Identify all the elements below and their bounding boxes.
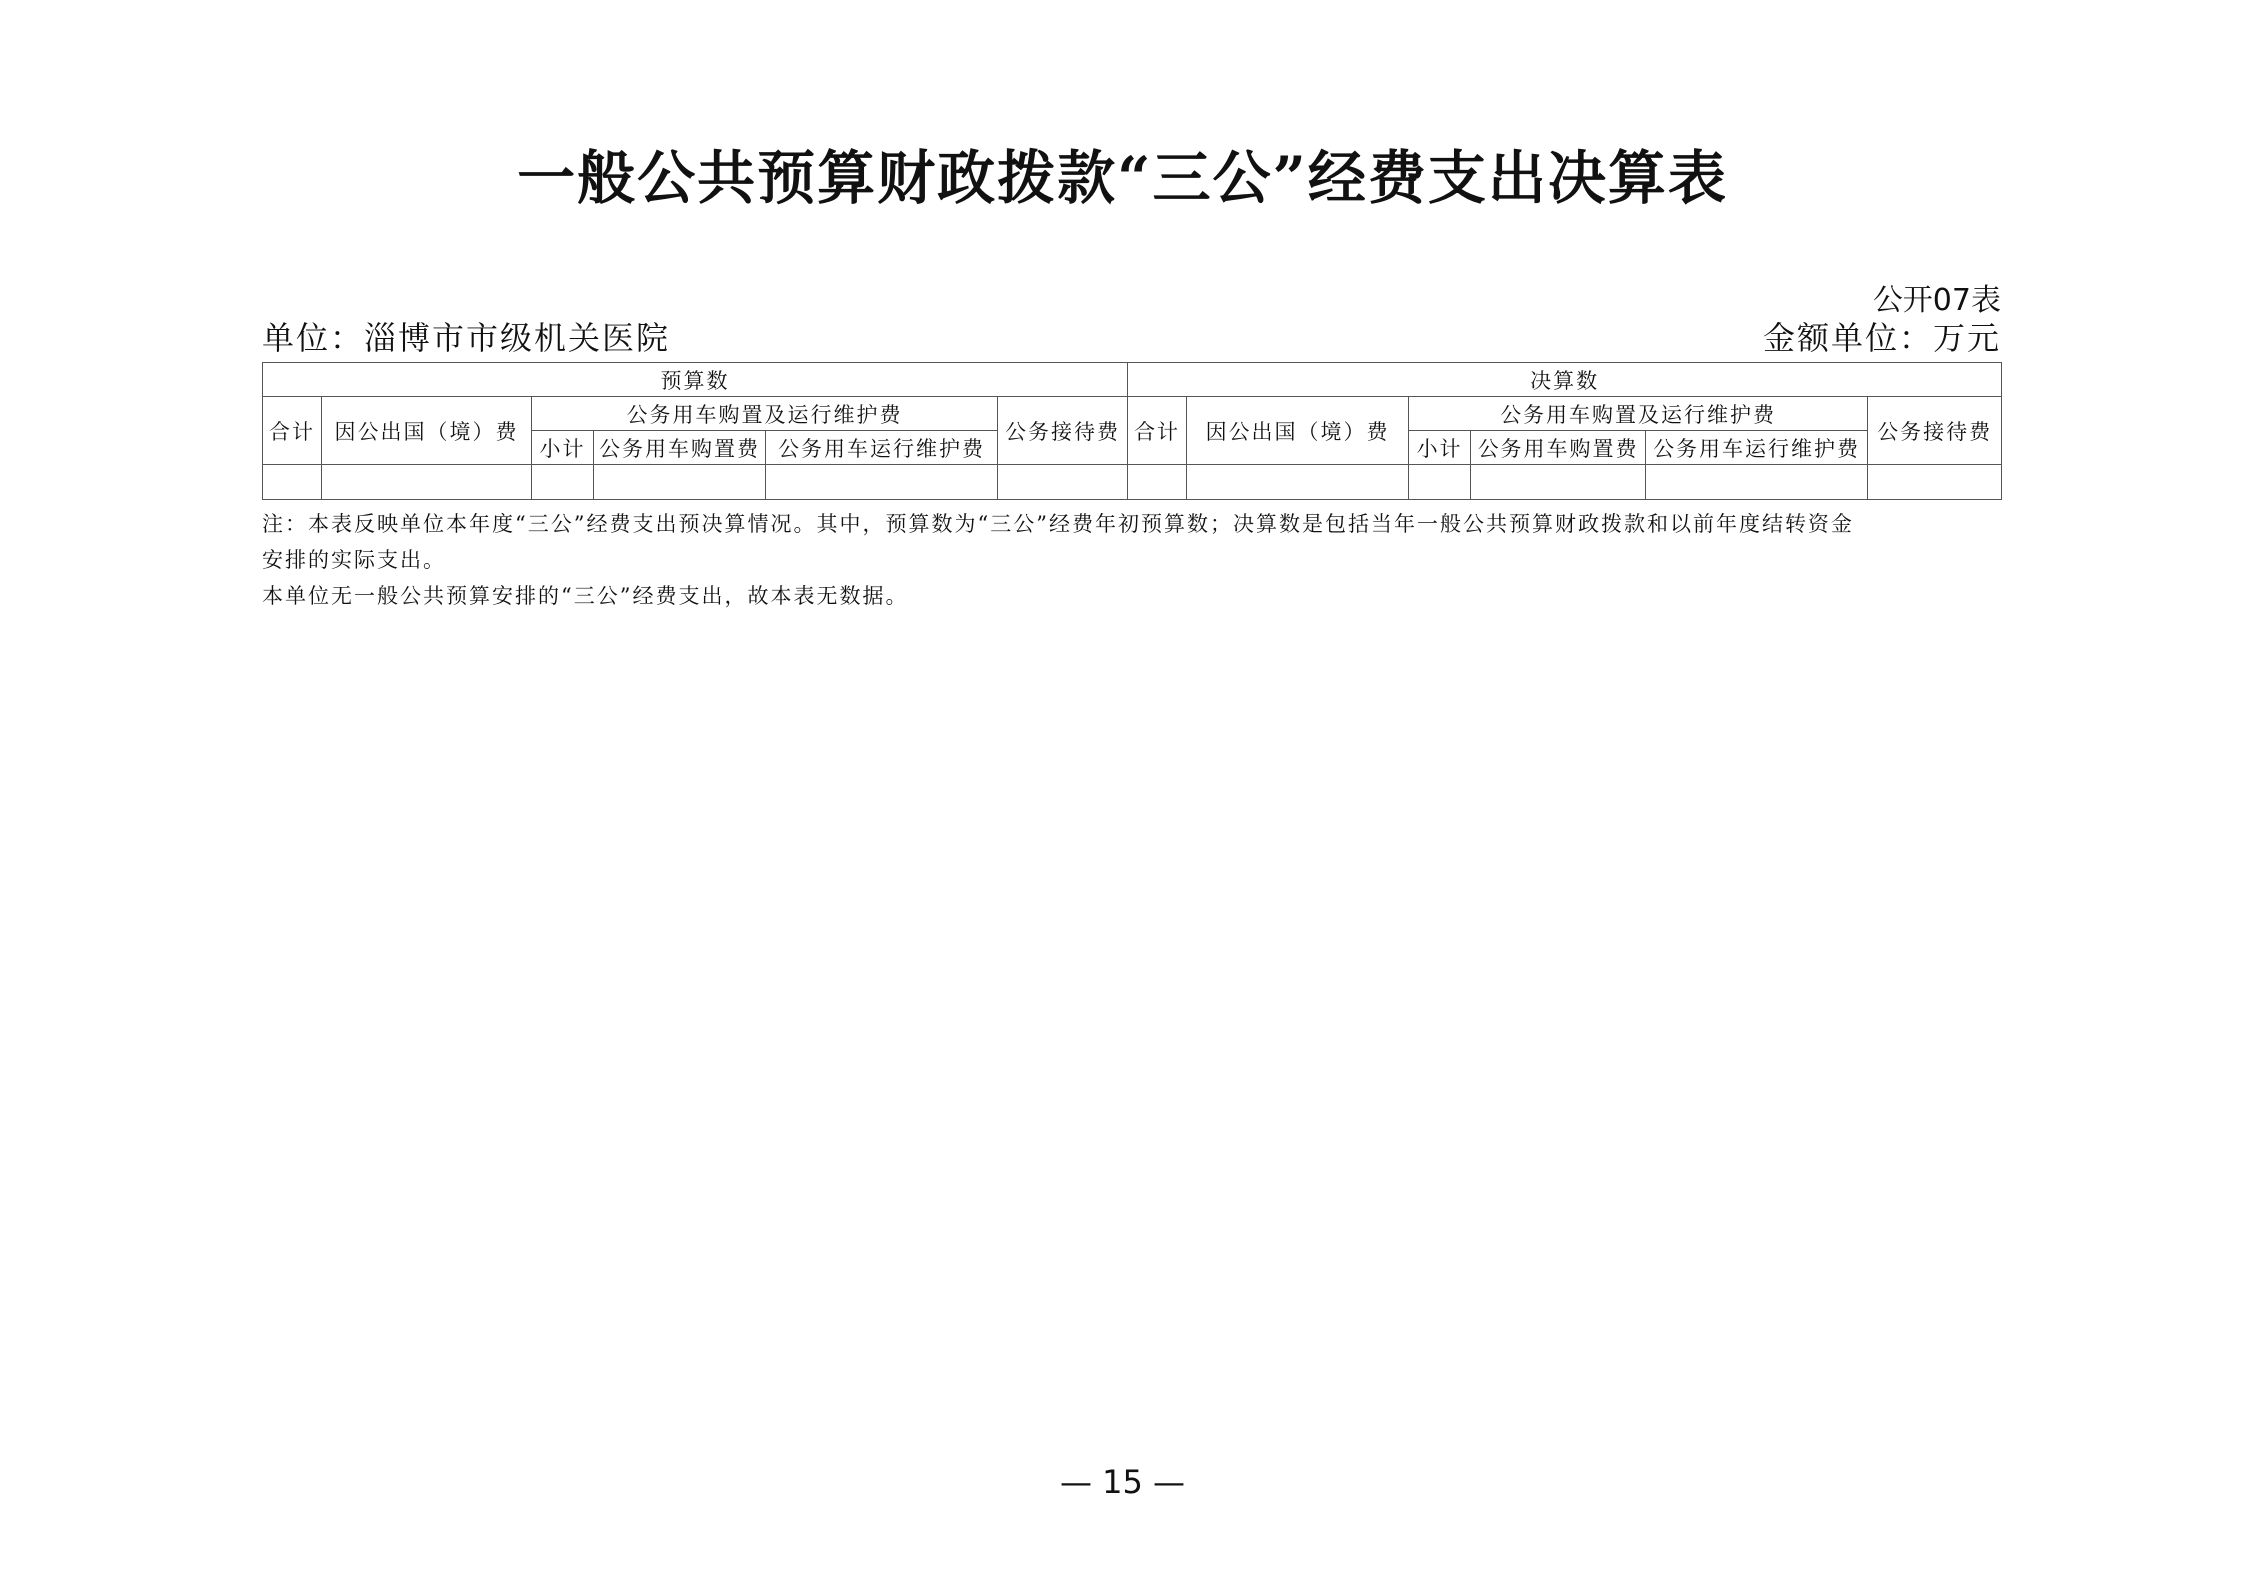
table-cell	[1471, 465, 1646, 500]
budget-vehicle-group-header: 公务用车购置及运行维护费	[532, 397, 998, 431]
budget-vehicle-operation-header: 公务用车运行维护费	[766, 431, 998, 465]
three-public-expenses-table	[262, 362, 2002, 500]
final-vehicle-purchase-header: 公务用车购置费	[1471, 431, 1646, 465]
budget-reception-header: 公务接待费	[998, 397, 1128, 465]
table-cell	[1868, 465, 2002, 500]
document-title: 一般公共预算财政拨款“三公”经费支出决算表	[517, 144, 1728, 212]
form-code: 公开07表	[1872, 283, 2001, 318]
amount-unit-label: 金额单位：万元	[1762, 319, 2001, 357]
unit-label: 单位：淄博市市级机关医院	[262, 319, 671, 357]
table-cell	[766, 465, 998, 500]
table-cell	[263, 465, 322, 500]
note-line: 安排的实际支出。	[262, 548, 446, 572]
group-header-budget: 预算数	[263, 363, 1128, 397]
note-line: 注：本表反映单位本年度“三公”经费支出预决算情况。其中，预算数为“三公”经费年初预算数；决算数是包括当年一般公共预算财政拨款和以前年度结转资金	[262, 512, 1854, 536]
table-cell	[1646, 465, 1868, 500]
final-abroad-header: 因公出国（境）费	[1187, 397, 1409, 465]
budget-abroad-header: 因公出国（境）费	[322, 397, 532, 465]
table-cell	[594, 465, 766, 500]
table-notes	[262, 506, 2022, 614]
table-row	[263, 363, 2002, 397]
table-cell	[322, 465, 532, 500]
table-cell	[532, 465, 594, 500]
final-reception-header: 公务接待费	[1868, 397, 2002, 465]
final-vehicle-operation-header: 公务用车运行维护费	[1646, 431, 1868, 465]
note-line: 本单位无一般公共预算安排的“三公”经费支出，故本表无数据。	[262, 584, 909, 608]
final-vehicle-group-header: 公务用车购置及运行维护费	[1409, 397, 1868, 431]
table-cell	[1187, 465, 1409, 500]
table-cell	[998, 465, 1128, 500]
final-total-header: 合计	[1128, 397, 1187, 465]
table-row	[263, 465, 2002, 500]
final-subtotal-header: 小计	[1409, 431, 1471, 465]
page-number: — 15 —	[1059, 1463, 1186, 1501]
table-cell	[1409, 465, 1471, 500]
table-cell	[1128, 465, 1187, 500]
table-row	[263, 397, 2002, 431]
budget-total-header: 合计	[263, 397, 322, 465]
budget-vehicle-purchase-header: 公务用车购置费	[594, 431, 766, 465]
budget-subtotal-header: 小计	[532, 431, 594, 465]
group-header-final: 决算数	[1128, 363, 2002, 397]
